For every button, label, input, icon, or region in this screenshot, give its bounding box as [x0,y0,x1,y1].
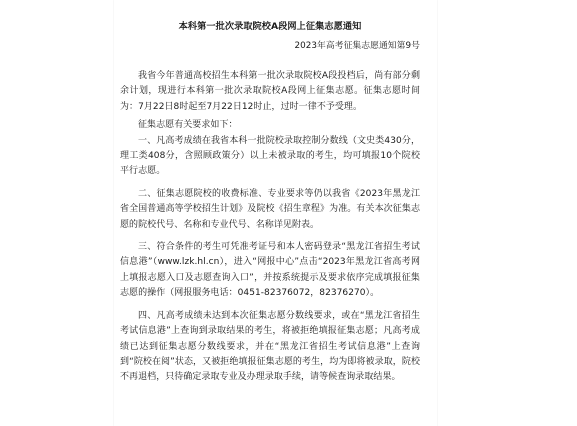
document-number: 2023年高考征集志愿通知第9号 [294,41,420,51]
document-body [120,21,420,386]
right-margin [437,0,577,426]
requirement-item-3: 三、符合条件的考生可凭准考证号和本人密码登录“黑龙江省招生考试信息港”（www.lzk.hl.cn），进入“网报中心”点击“2023年黑龙江省高考网上填报志愿入口及志愿查询入口”，并按系统提示及要求依序完成填报征集志愿的操作（网报服务电话：0451-82376072，82376270）。 [120,242,420,299]
document-title: 本科第一批次录取院校A段网上征集志愿通知 [178,21,362,32]
document-page [114,0,437,426]
requirement-item-2: 二、征集志愿院校的收费标准、专业要求等仍以我省《2023年黑龙江省全国普通高等学校招生计划》及院校《招生章程》为准。有关本次征集志愿的院校代号、名称和专业代号、名称详见附表。 [120,188,420,230]
requirement-item-1: 一、凡高考成绩在我省本科一批院校录取控制分数线（文史类430分，理工类408分，含照顾政策分）以上未被录取的考生，均可填报10个院校平行志愿。 [120,135,420,177]
requirements-heading: 征集志愿有关要求如下： [138,120,238,131]
intro-paragraph: 我省今年普通高校招生本科第一批次录取院校A段投档后，尚有部分剩余计划，现进行本科第一批次录取院校A段网上征集志愿。征集志愿时间为：7月22日8时起至7月22日12时止，过时一律不予受理。 [120,71,420,112]
requirement-item-4: 四、凡高考成绩未达到本次征集志愿分数线要求，或在“黑龙江省招生考试信息港”上查询到录取结果的考生，将被拒绝填报征集志愿；凡高考成绩已达到征集志愿分数线要求，并在“黑龙江省招生考试信息港”上查询到“院校在阅”状态，又被拒绝填报征集志愿的考生，均为即将被录取，院校不再退档，只待确定录取专业及办理录取手续，请等候查询录取结果。 [120,310,420,383]
left-margin [0,0,114,426]
